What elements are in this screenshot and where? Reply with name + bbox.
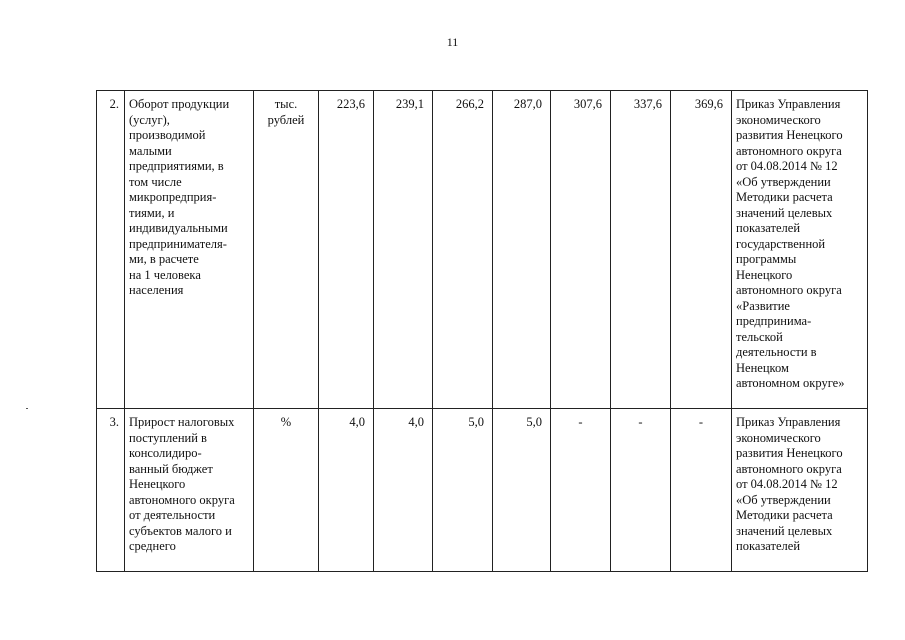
unit-cell: % (254, 409, 319, 572)
value-cell: 5,0 (493, 409, 551, 572)
value-cell: - (671, 409, 732, 572)
value-cell: 4,0 (319, 409, 374, 572)
value-cell: 223,6 (319, 91, 374, 409)
scan-artifact-dot (26, 408, 28, 409)
source-document: Приказ Управления экономического развития Ненецкого автономного округа от 04.08.2014 № 12 «Об утверждении Методики расчета значений целевых показателей (732, 409, 868, 572)
source-document: Приказ Управления экономического развития Ненецкого автономного округа от 04.08.2014 № 12 «Об утверждении Методики расчета значений целевых показателей государственной программы Ненецкого автономного округа «Развитие предпринима- тельской деятельности в Ненецком автономном округе» (732, 91, 868, 409)
value-cell: 4,0 (374, 409, 433, 572)
row-index: 2. (97, 91, 125, 409)
table-row (97, 91, 868, 409)
value-cell: - (551, 409, 611, 572)
value-cell: 266,2 (433, 91, 493, 409)
indicator-name: Прирост налоговых поступлений в консолидиро- ванный бюджет Ненецкого автономного округа от деятельности субъектов малого и среднего (125, 409, 254, 572)
value-cell: 337,6 (611, 91, 671, 409)
value-cell: 307,6 (551, 91, 611, 409)
table-row (97, 409, 868, 572)
row-index: 3. (97, 409, 125, 572)
indicator-name: Оборот продукции (услуг), производимой малыми предприятиями, в том числе микропредприя- тиями, и индивидуальными предпринимателя- ми, в расчете на 1 человека населения (125, 91, 254, 409)
unit-cell: тыс. рублей (254, 91, 319, 409)
value-cell: 287,0 (493, 91, 551, 409)
page-number: 11 (446, 35, 459, 49)
value-cell: 239,1 (374, 91, 433, 409)
value-cell: 369,6 (671, 91, 732, 409)
value-cell: - (611, 409, 671, 572)
indicator-table (96, 90, 868, 572)
value-cell: 5,0 (433, 409, 493, 572)
